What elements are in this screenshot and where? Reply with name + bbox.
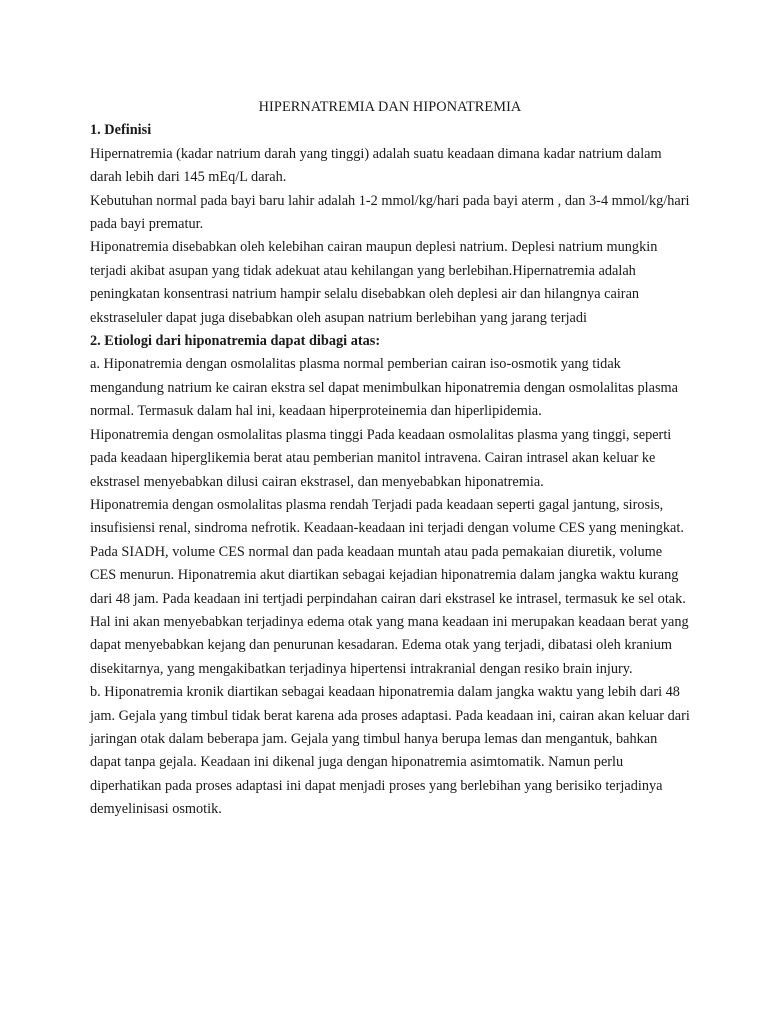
paragraph: Hiponatremia dengan osmolalitas plasma tinggi Pada keadaan osmolalitas plasma yang tinggi, seperti pada keadaan hiperglikemia berat atau pemberian manitol intravena. Cairan intrasel akan keluar ke ekstrasel menyebabkan dilusi cairan ekstrasel, dan menyebabkan hiponatremia. — [90, 426, 672, 490]
paragraph: b. Hiponatremia kronik diartikan sebagai keadaan hiponatremia dalam jangka waktu yang lebih dari 48 jam. Gejala yang timbul tidak berat karena ada proses adaptasi. Pada keadaan ini, cairan akan keluar dari jaringan otak dalam beberapa jam. Gejala yang timbul hanya berupa lemas dan mengantuk, bahkan dapat tanpa gejala. Keadaan ini dikenal juga dengan hiponatremia asimtomatik. Namun perlu diperhatikan pada proses adaptasi ini dapat menjadi proses yang berlebihan yang berisiko terjadinya demyelinisasi osmotik. — [90, 684, 690, 818]
paragraph: Hiponatremia disebabkan oleh kelebihan cairan maupun deplesi natrium. Deplesi natrium mungkin terjadi akibat asupan yang tidak adekuat atau kehilangan yang berlebihan.Hipernatremia adalah peningkatan konsentrasi natrium hampir selalu disebabkan oleh deplesi air dan hilangnya cairan ekstraseluler dapat juga disebabkan oleh asupan natrium berlebihan yang jarang terjadi — [90, 239, 658, 326]
paragraph: a. Hiponatremia dengan osmolalitas plasma normal pemberian cairan iso-osmotik yang tidak mengandung natrium ke cairan ekstra sel dapat menimbulkan hiponatremia dengan osmolalitas plasma normal. Termasuk dalam hal ini, keadaan hiperproteinemia dan hiperlipidemia. — [90, 356, 678, 420]
paragraph: Kebutuhan normal pada bayi baru lahir adalah 1-2 mmol/kg/hari pada bayi aterm , dan 3-4 mmol/kg/hari pada bayi prematur. — [90, 192, 690, 233]
paragraph: Hipernatremia (kadar natrium darah yang tinggi) adalah suatu keadaan dimana kadar natrium dalam darah lebih dari 145 mEq/L darah. — [90, 145, 662, 186]
document-title: HIPERNATREMIA DAN HIPONATREMIA — [258, 99, 522, 115]
document-page — [90, 96, 690, 822]
paragraph: Hiponatremia dengan osmolalitas plasma rendah Terjadi pada keadaan seperti gagal jantung, sirosis, insufisiensi renal, sindroma nefrotik. Keadaan-keadaan ini terjadi dengan volume CES yang meningkat. Pada SIADH, volume CES normal dan pada keadaan muntah atau pada pemakaian diuretik, volume CES menurun. Hiponatremia akut diartikan sebagai kejadian hiponatremia dalam jangka waktu kurang dari 48 jam. Pada keadaan ini tertjadi perpindahan cairan dari ekstrasel ke intrasel, termasuk ke sel otak. Hal ini akan menyebabkan terjadinya edema otak yang mana keadaan ini merupakan keadaan berat yang dapat menyebabkan kejang dan penurunan kesadaran. Edema otak yang terjadi, dibatasi oleh kranium disekitarnya, yang mengakibatkan terjadinya hipertensi intrakranial dengan resiko brain injury. — [90, 496, 689, 677]
section-heading-definisi: 1. Definisi — [90, 122, 152, 139]
section-heading-etiologi: 2. Etiologi dari hiponatremia dapat dibagi atas: — [90, 333, 381, 350]
